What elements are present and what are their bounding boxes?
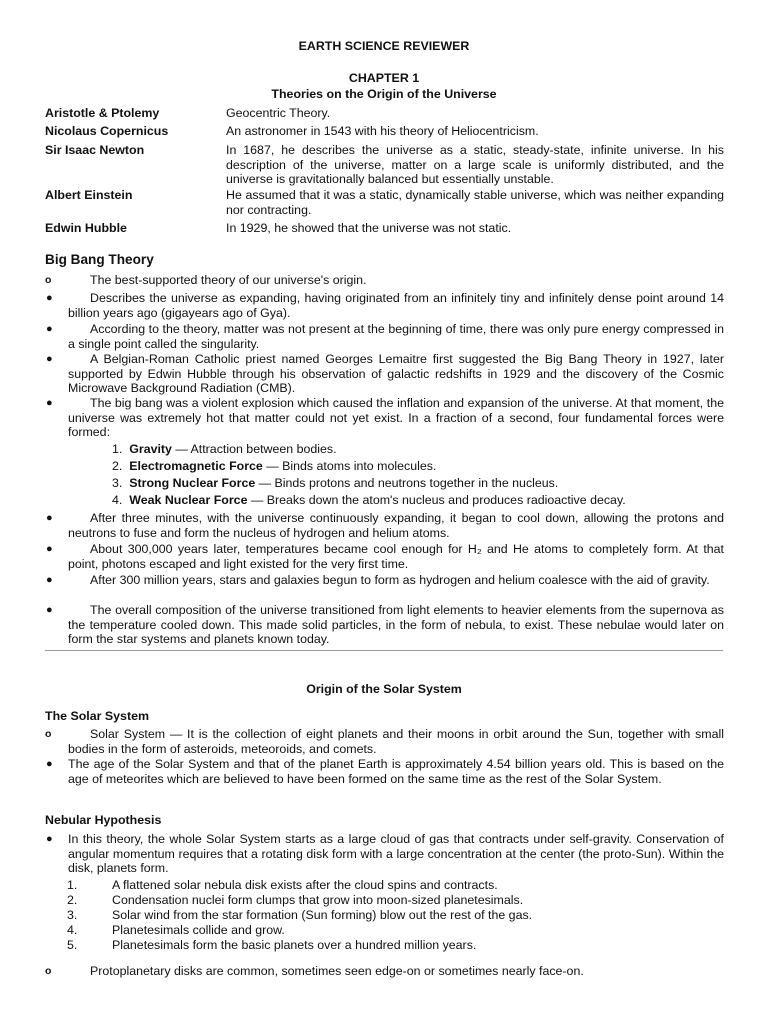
step-number: 3. — [67, 908, 78, 922]
bullet-icon: ● — [46, 323, 53, 335]
force-number: 1. — [112, 442, 123, 456]
bullet-icon: ● — [46, 604, 53, 616]
theory-desc: In 1929, he showed that the universe was not static. — [226, 221, 512, 235]
chapter-label: CHAPTER 1 — [348, 71, 420, 85]
force-name: Weak Nuclear Force — [129, 493, 248, 507]
force-number: 3. — [112, 476, 123, 490]
nebular-intro: In this theory, the whole Solar System starts as a large cloud of gas that contracts under self-gravity. Conservation of angular momentum requires that a rotating disk form with a large concentration at the center (the proto-Sun). Within the disk, planets form. — [68, 832, 724, 875]
force-desc: — Attraction between bodies. — [171, 442, 337, 456]
big-bang-bullet: The best-supported theory of our universe's origin. — [90, 273, 367, 287]
nebular-step — [67, 923, 285, 938]
theory-name: Nicolaus Copernicus — [45, 124, 169, 138]
force-item — [112, 442, 337, 457]
bullet-icon: ● — [46, 758, 53, 770]
force-name: Strong Nuclear Force — [129, 476, 256, 490]
hollow-bullet-icon: o — [45, 728, 52, 740]
solar-origin-title: Origin of the Solar System — [306, 682, 462, 696]
hollow-bullet-icon: o — [45, 965, 52, 977]
nebular-step — [67, 893, 524, 908]
nebular-step — [67, 908, 533, 923]
theory-name: Aristotle & Ptolemy — [45, 106, 160, 120]
step-text: Planetesimals collide and grow. — [112, 923, 285, 937]
force-desc: — Binds protons and neutrons together in the nucleus. — [255, 476, 559, 490]
theory-desc: An astronomer in 1543 with his theory of Heliocentricism. — [226, 124, 539, 138]
force-item — [112, 493, 626, 508]
theory-desc: Geocentric Theory. — [226, 106, 331, 120]
force-number: 2. — [112, 459, 123, 473]
bullet-icon: ● — [46, 292, 53, 304]
step-number: 4. — [67, 923, 78, 937]
solar-system-bullet: The age of the Solar System and that of the planet Earth is approximately 4.54 billion years old. This is based on the age of meteorites which are believed to have been formed on the same time as the rest of the Solar System. — [68, 757, 724, 786]
chapter-title: Theories on the Origin of the Universe — [271, 87, 497, 101]
nebular-step — [67, 938, 477, 953]
force-name: Gravity — [129, 442, 172, 456]
step-number: 2. — [67, 893, 78, 907]
big-bang-heading: Big Bang Theory — [45, 252, 154, 267]
big-bang-bullet: About 300,000 years later, temperatures became cool enough for H₂ and He atoms to completely form. At that point, photons escaped and light existed for the very first time. — [68, 542, 724, 571]
bullet-icon: ● — [46, 543, 53, 555]
bullet-icon: ● — [46, 833, 53, 845]
step-text: Condensation nuclei form clumps that grow into moon-sized planetesimals. — [112, 893, 524, 907]
theory-name: Sir Isaac Newton — [45, 143, 145, 157]
bullet-icon: ● — [46, 574, 53, 586]
big-bang-bullet: The big bang was a violent explosion which caused the inflation and expansion of the universe. At that moment, the universe was extremely hot that matter could not yet exist. In a fraction of a second, four fundamental forces were formed: — [68, 396, 724, 439]
force-item — [112, 459, 436, 474]
big-bang-bullet: Describes the universe as expanding, having originated from an infinitely tiny and infinitely dense point around 14 billion years ago (gigayears ago of Gya). — [68, 291, 724, 320]
force-desc: — Breaks down the atom's nucleus and produces radioactive decay. — [247, 493, 626, 507]
nebular-last-bullet: Protoplanetary disks are common, sometimes seen edge-on or sometimes nearly face-on. — [90, 964, 584, 978]
force-item — [112, 476, 558, 491]
force-number: 4. — [112, 493, 123, 507]
theory-desc: In 1687, he describes the universe as a static, steady-state, infinite universe. In his description of the universe, matter on a large scale is uniformly distributed, and the universe is gravitationally balanced but essentially unstable. — [226, 143, 724, 186]
step-text: Planetesimals form the basic planets over a hundred million years. — [112, 938, 477, 952]
big-bang-bullet: After three minutes, with the universe continuously expanding, it began to cool down, allowing the protons and neutrons to fuse and form the nucleus of hydrogen and helium atoms. — [68, 511, 724, 540]
step-text: Solar wind from the star formation (Sun forming) blow out the rest of the gas. — [112, 908, 533, 922]
theory-name: Edwin Hubble — [45, 221, 127, 235]
theory-desc: He assumed that it was a static, dynamically stable universe, which was neither expanding nor contracting. — [226, 188, 724, 217]
bullet-icon: ● — [46, 397, 53, 409]
solar-system-bullet: Solar System — It is the collection of eight planets and their moons in orbit around the Sun, together with small bodies in the form of asteroids, meteoroids, and comets. — [68, 727, 724, 756]
big-bang-bullet: The overall composition of the universe transitioned from light elements to heavier elements from the supernova as the temperature cooled down. This made solid particles, in the form of nebula, to exist. These nebulae would later on form the star systems and planets known today. — [68, 603, 724, 646]
document-title: EARTH SCIENCE REVIEWER — [298, 39, 470, 53]
step-number: 5. — [67, 938, 78, 952]
force-name: Electromagnetic Force — [129, 459, 263, 473]
force-desc: — Binds atoms into molecules. — [262, 459, 437, 473]
bullet-icon: ● — [46, 353, 53, 365]
big-bang-bullet: A Belgian-Roman Catholic priest named Georges Lemaitre first suggested the Big Bang Theory in 1927, later supported by Edwin Hubble through his observation of galactic redshifts in 1929 and the discovery of the Cosmic Microwave Background Radiation (CMB). — [68, 352, 724, 395]
nebular-step — [67, 878, 498, 893]
nebular-heading: Nebular Hypothesis — [45, 813, 162, 827]
big-bang-bullet: According to the theory, matter was not present at the beginning of time, there was only pure energy compressed in a single point called the singularity. — [68, 322, 724, 351]
theory-name: Albert Einstein — [45, 188, 133, 202]
big-bang-bullet: After 300 million years, stars and galaxies begun to form as hydrogen and helium coalesce with the aid of gravity. — [90, 573, 710, 587]
step-number: 1. — [67, 878, 78, 892]
hollow-bullet-icon: o — [45, 274, 52, 286]
step-text: A flattened solar nebula disk exists after the cloud spins and contracts. — [112, 878, 498, 892]
bullet-icon: ● — [46, 512, 53, 524]
section-divider — [45, 650, 723, 651]
solar-system-heading: The Solar System — [45, 709, 149, 723]
